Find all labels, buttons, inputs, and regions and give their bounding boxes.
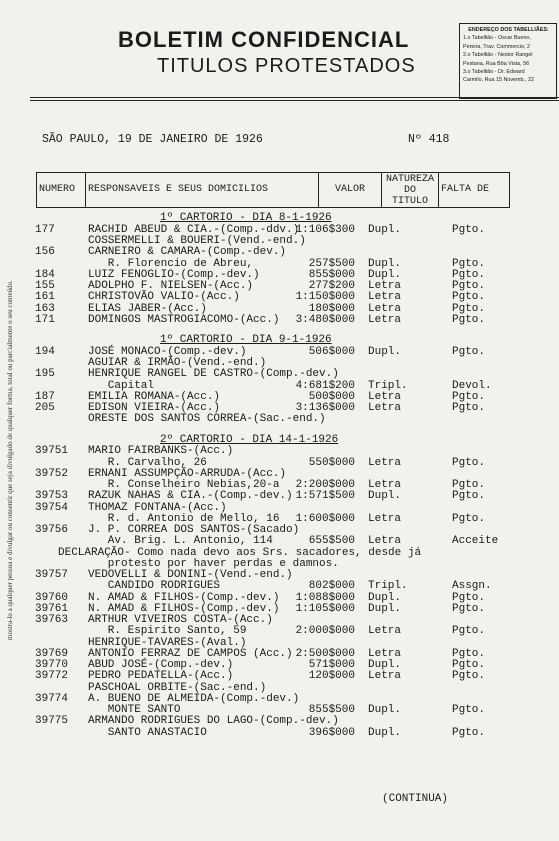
row-falta: Pgto. <box>452 390 486 403</box>
row-falta: Pgto. <box>452 280 486 292</box>
row-responsible: R. Conselheiro Nebias,20-a <box>88 479 280 491</box>
row-falta: Assgn. <box>452 580 492 593</box>
row-number: 177 <box>35 223 55 236</box>
row-responsible: N. AMAD & FILHOS-(Comp.-dev.) <box>88 591 280 604</box>
row-responsible: CARNEIRO & CAMARA-(Comp.-dev.) <box>88 246 287 259</box>
row-value: 4:681$200 <box>295 379 355 392</box>
row-natureza: Dupl. <box>368 490 402 503</box>
bulletin-number: Nº 418 <box>408 133 450 146</box>
row-falta: Pgto. <box>452 313 486 326</box>
row-falta: Devol. <box>452 379 492 392</box>
date-line: SÃO PAULO, 19 DE JANEIRO DE 1926 <box>42 133 263 146</box>
row-value: 1:150$000 <box>295 291 355 304</box>
row-responsible: ADOLPHO F. NIELSEN-(Acc.) <box>88 280 254 292</box>
row-number: 171 <box>35 313 55 326</box>
row-natureza: Dupl. <box>368 704 402 716</box>
row-natureza: Letra <box>368 302 402 315</box>
section-heading: 1º CARTORIO - DIA 9-1-1926 <box>160 334 332 346</box>
row-natureza: Letra <box>368 280 402 292</box>
row-responsible: Capital <box>88 379 155 392</box>
column-header-table <box>36 172 510 208</box>
address-box-heading: ENDEREÇO DOS TABELLIÃES: <box>468 27 549 33</box>
row-falta: Pgto. <box>452 223 486 236</box>
bulletin-title: BOLETIM CONFIDENCIAL <box>118 27 410 52</box>
row-responsible: ABUD JOSÉ-(Comp.-dev.) <box>88 659 234 671</box>
row-responsible: Av. Brig. L. Antonio, 114 <box>88 535 273 548</box>
row-responsible: EMILIA ROMANA-(Acc.) <box>88 390 221 403</box>
row-natureza: Letra <box>368 479 402 491</box>
row-natureza: Dupl. <box>368 726 402 739</box>
row-natureza: Dupl. <box>368 268 402 281</box>
row-value: 3:136$000 <box>295 402 355 414</box>
row-natureza: Letra <box>368 625 402 638</box>
row-natureza: Dupl. <box>368 659 402 671</box>
col-numero: NUMERO <box>37 173 86 208</box>
col-natureza: NATUREZA DO TITULO <box>382 173 439 208</box>
row-value: 120$000 <box>308 670 355 683</box>
row-natureza: Dupl. <box>368 345 402 358</box>
row-value: 2:500$000 <box>295 647 355 660</box>
row-value: 2:000$000 <box>295 625 355 638</box>
row-responsible: protesto por haver perdas e damnos. <box>88 557 339 570</box>
row-natureza: Letra <box>368 456 402 469</box>
row-value: 1:571$500 <box>295 490 355 503</box>
row-value: 1:600$000 <box>295 512 355 525</box>
row-value: 1:105$000 <box>295 602 355 615</box>
row-number: 39752 <box>35 467 69 480</box>
row-falta: Pgto. <box>452 591 486 604</box>
row-responsible: ARTHUR VIVEIROS COSTA-(Acc.) <box>88 614 273 626</box>
row-responsible: JOSÉ MONACO-(Comp.-dev.) <box>88 345 247 358</box>
row-responsible: CANDIDO RODRIGUES <box>88 580 221 593</box>
row-value: 180$000 <box>308 302 355 315</box>
row-value: 1:088$000 <box>295 591 355 604</box>
row-natureza: Letra <box>368 535 402 548</box>
row-falta: Pgto. <box>452 402 486 414</box>
row-number: 39760 <box>35 591 69 604</box>
row-value: 855$500 <box>308 704 355 716</box>
row-responsible: COSSERMELLI & BOUERI-(Vend.-end.) <box>88 235 306 247</box>
row-responsible: LUIZ FENOGLIO-(Comp.-dev.) <box>88 268 260 281</box>
row-number: 39770 <box>35 659 69 671</box>
row-natureza: Dupl. <box>368 602 402 615</box>
row-responsible: ELIAS JABER-(Acc.) <box>88 302 207 315</box>
address-line: Pereira, Trav. Commercio, 2 <box>463 43 531 50</box>
row-number: 163 <box>35 302 55 315</box>
row-natureza: Letra <box>368 313 402 326</box>
row-value: 257$500 <box>308 257 355 270</box>
row-value: 3:480$000 <box>295 313 355 326</box>
row-responsible: HENRIQUE RANGEL DE CASTRO-(Comp.-dev.) <box>88 368 339 381</box>
row-number: 39772 <box>35 670 69 683</box>
row-responsible: ORESTE DOS SANTOS CORREA-(Sac.-end.) <box>88 413 326 426</box>
row-responsible: DOMINGOS MASTROGIACOMO-(Acc.) <box>88 313 280 326</box>
row-natureza: Letra <box>368 390 402 403</box>
row-responsible: MONTE SANTO <box>88 704 181 716</box>
row-falta: Pgto. <box>452 659 486 671</box>
row-value: 550$000 <box>308 456 355 469</box>
row-falta: Pgto. <box>452 268 486 281</box>
col-falta: FALTA DE <box>439 173 510 208</box>
row-responsible: HENRIQUE-TAVARES-(Aval.) <box>88 636 247 649</box>
row-number: 194 <box>35 345 55 358</box>
row-number: 155 <box>35 280 55 292</box>
row-responsible: R. d. Antonio de Mello, 16 <box>88 512 280 525</box>
row-responsible: R. Florencio de Abreu, <box>88 257 254 270</box>
row-responsible: AGUIAR & IRMÃO-(Vend.-end.) <box>88 357 267 369</box>
row-number: 156 <box>35 246 55 259</box>
address-box <box>459 23 557 99</box>
row-falta: Pgto. <box>452 512 486 525</box>
row-number: 205 <box>35 402 55 414</box>
row-number: 187 <box>35 390 55 403</box>
col-responsaveis: RESPONSAVEIS E SEUS DOMICILIOS <box>86 173 319 208</box>
row-natureza: Tripl. <box>368 379 408 392</box>
row-number: 195 <box>35 368 55 381</box>
row-falta: Pgto. <box>452 726 486 739</box>
section-heading: 2º CARTORIO - DIA 14-1-1926 <box>160 433 339 446</box>
row-falta: Pgto. <box>452 479 486 491</box>
row-value: 855$000 <box>308 268 355 281</box>
row-responsible: SANTO ANASTACIO <box>88 726 207 739</box>
section-heading: 1º CARTORIO - DIA 8-1-1926 <box>160 212 332 224</box>
row-falta: Pgto. <box>452 490 486 503</box>
row-falta: Pgto. <box>452 345 486 358</box>
row-value: 500$000 <box>308 390 355 403</box>
row-number: 184 <box>35 268 55 281</box>
row-natureza: Dupl. <box>368 223 402 236</box>
row-natureza: Letra <box>368 512 402 525</box>
row-value: 1:106$300 <box>295 223 355 236</box>
header-rule-thin <box>30 100 559 101</box>
row-falta: Pgto. <box>452 291 486 304</box>
side-legal-note <box>0 160 18 660</box>
address-line: Carmilo, Rua 15 Novemb., 22 <box>463 77 535 84</box>
side-note-text: mostra-lo a qualquer pessoa e divulgar ou consentir que seja divulgado de qualquer forma, total ou parcialmente o seu conteúdo. <box>6 280 14 640</box>
address-line: 3.o Tabellião - Dr. Edward <box>463 69 525 76</box>
row-falta: Pgto. <box>452 602 486 615</box>
row-responsible: ERNANI ASSUMPÇÃO-ARRUDA-(Acc.) <box>88 467 287 480</box>
row-responsible: THOMAZ FONTANA-(Acc.) <box>88 501 227 514</box>
row-falta: Pgto. <box>452 456 486 469</box>
row-responsible: PEDRO PEDATELLA-(Acc.) <box>88 670 234 683</box>
row-falta: Pgto. <box>452 647 486 660</box>
row-responsible: R. Carvalho, 26 <box>88 456 207 469</box>
address-line: 2.o Tabellião - Nestor Rangel <box>463 52 533 59</box>
row-responsible: J. P. CORREA DOS SANTOS-(Sacado) <box>88 524 300 536</box>
row-number: 39753 <box>35 490 69 503</box>
row-value: 655$500 <box>308 535 355 548</box>
row-natureza: Dupl. <box>368 591 402 604</box>
row-responsible: DECLARAÇÃO- Como nada devo aos Srs. sacadores, desde já <box>58 546 422 559</box>
row-number: 39774 <box>35 692 69 705</box>
row-number: 39763 <box>35 614 69 626</box>
continua-label: (CONTINUA) <box>382 793 449 805</box>
address-line: 1.o Tabellião - Oscar Bueno, <box>463 35 531 42</box>
row-responsible: ANTONIO FERRAZ DE CAMPOS (Acc.) <box>88 647 293 660</box>
row-responsible: VEDOVELLI & DONINI-(Vend.-end.) <box>88 569 293 581</box>
row-falta: Pgto. <box>452 704 486 716</box>
row-value: 802$000 <box>308 580 355 593</box>
row-responsible: MARIO FAIRBANKS-(Acc.) <box>88 445 234 458</box>
row-natureza: Letra <box>368 670 402 683</box>
header-rule <box>30 97 559 98</box>
row-falta: Pgto. <box>452 625 486 638</box>
row-falta: Pgto. <box>452 257 486 270</box>
row-value: 2:200$000 <box>295 479 355 491</box>
row-responsible: PASCHOAL ORBITE-(Sac.-end.) <box>88 681 267 694</box>
row-value: 396$000 <box>308 726 355 739</box>
row-number: 39754 <box>35 501 69 514</box>
row-number: 39756 <box>35 524 69 536</box>
row-responsible: ARMANDO RODRIGUES DO LAGO-(Comp.-dev.) <box>88 715 339 728</box>
row-value: 277$200 <box>308 280 355 292</box>
row-natureza: Tripl. <box>368 580 408 593</box>
row-number: 39751 <box>35 445 69 458</box>
row-responsible: R. Espirito Santo, 59 <box>88 625 247 638</box>
row-natureza: Letra <box>368 291 402 304</box>
row-value: 506$000 <box>308 345 355 358</box>
row-falta: Pgto. <box>452 302 486 315</box>
row-number: 161 <box>35 291 55 304</box>
row-responsible: EDISON VIEIRA-(Acc.) <box>88 402 221 414</box>
row-value: 571$000 <box>308 659 355 671</box>
address-line: Pestana, Rua Bôa Vista, 56 <box>463 60 530 67</box>
row-responsible: N. AMAD & FILHOS-(Comp.-dev.) <box>88 602 280 615</box>
row-number: 39769 <box>35 647 69 660</box>
bulletin-subtitle: TITULOS PROTESTADOS <box>157 55 416 77</box>
row-falta: Pgto. <box>452 670 486 683</box>
row-number: 39775 <box>35 715 69 728</box>
row-falta: Acceite <box>452 535 499 548</box>
row-responsible: RACHID ABEUD & CIA.-(Comp.-ddv.) <box>88 223 300 236</box>
row-number: 39757 <box>35 569 69 581</box>
row-responsible: CHRISTOVÃO VALIO-(Acc.) <box>88 291 240 304</box>
row-number: 39761 <box>35 602 69 615</box>
row-natureza: Letra <box>368 647 402 660</box>
row-responsible: A. BUENO DE ALMEIDA-(Comp.-dev.) <box>88 692 300 705</box>
row-natureza: Dupl. <box>368 257 402 270</box>
col-valor: VALOR <box>319 173 382 208</box>
row-responsible: RAZUK NAHAS & CIA.-(Comp.-dev.) <box>88 490 293 503</box>
row-natureza: Letra <box>368 402 402 414</box>
